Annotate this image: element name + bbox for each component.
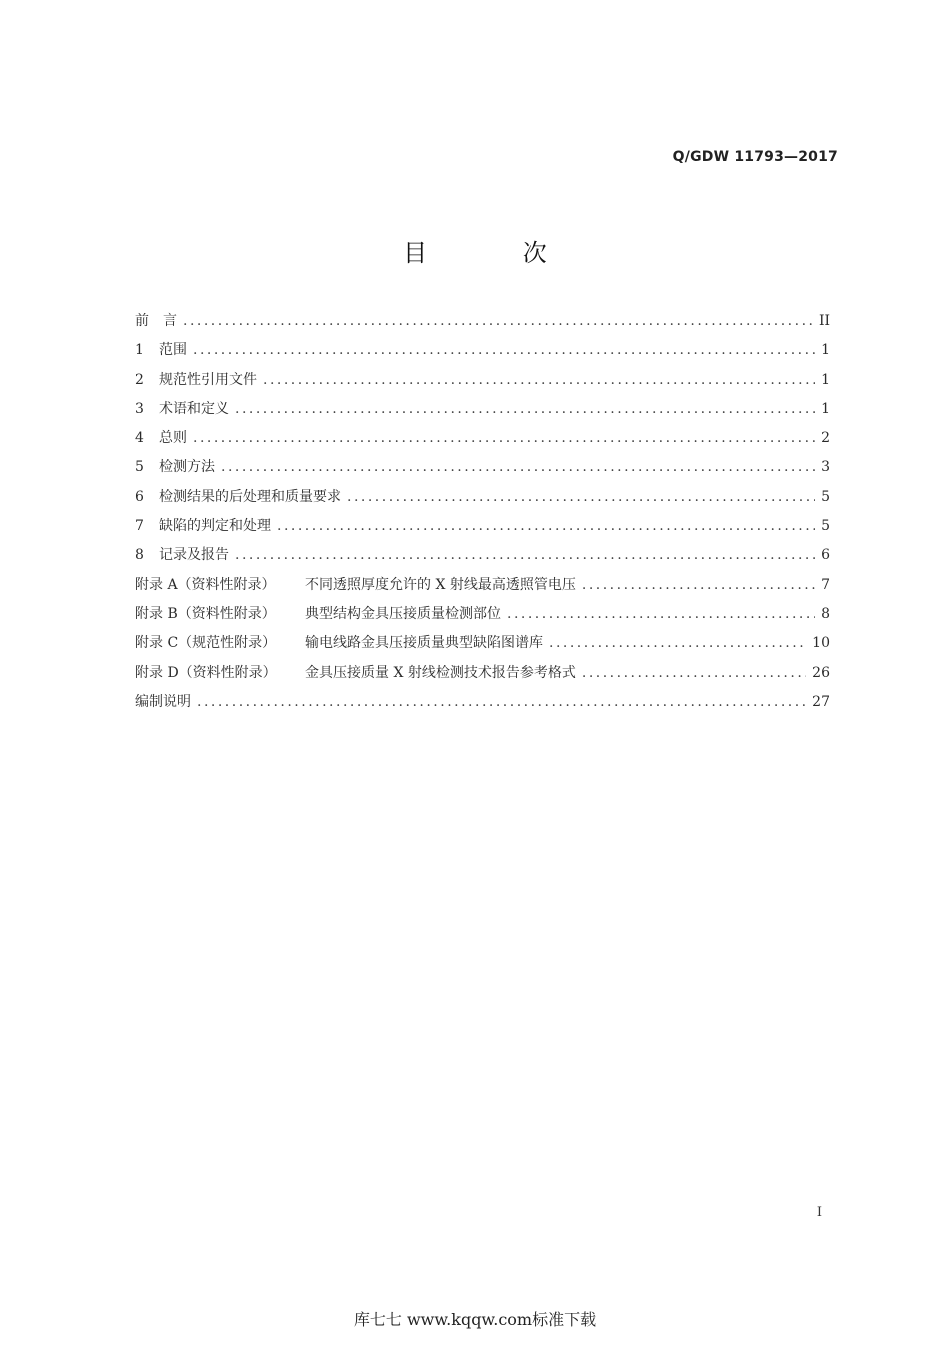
- toc-entry-label: 记录及报告: [159, 547, 229, 564]
- dot-leader: [183, 311, 813, 331]
- dot-leader: [549, 633, 806, 653]
- footer-watermark: 库七七 www.kqqw.com标准下载: [353, 1310, 597, 1329]
- appendix-page: 26: [812, 664, 830, 681]
- toc-entry-label: 总则: [159, 430, 187, 447]
- toc-entry-number: 4: [135, 430, 144, 447]
- dot-leader: [221, 457, 815, 477]
- toc-entry-5[interactable]: [135, 457, 830, 486]
- toc-entry-page: 2: [821, 430, 830, 447]
- dot-leader: [197, 692, 806, 712]
- document-code: Q/GDW 11793—2017: [672, 149, 838, 165]
- appendix-page: 7: [821, 576, 830, 593]
- toc-entry-3[interactable]: [135, 399, 830, 428]
- toc-entry-label: 缺陷的判定和处理: [159, 518, 271, 535]
- appendix-label: 输电线路金具压接质量典型缺陷图谱库: [305, 635, 543, 652]
- toc-entry-1[interactable]: [135, 340, 830, 369]
- toc-entry-number: 3: [135, 400, 144, 417]
- toc-entry-label: 术语和定义: [159, 400, 229, 417]
- appendix-prefix: 附录 A（资料性附录）: [135, 576, 276, 593]
- toc-entry-page: 1: [821, 400, 830, 417]
- toc-entry-6[interactable]: [135, 487, 830, 516]
- toc-entry-page: 6: [821, 547, 830, 564]
- toc-appendix-d[interactable]: [135, 663, 830, 692]
- page-title: 目 次: [403, 239, 591, 267]
- appendix-page: 10: [812, 635, 830, 652]
- toc-entry-explanation[interactable]: [135, 692, 830, 721]
- dot-leader: [347, 487, 815, 507]
- toc-entry-4[interactable]: [135, 428, 830, 457]
- appendix-prefix: 附录 B（资料性附录）: [135, 605, 276, 622]
- toc-entry-number: 5: [135, 459, 144, 476]
- dot-leader: [235, 545, 815, 565]
- toc-entry-preface[interactable]: [135, 311, 830, 340]
- toc-entry-page: 27: [812, 693, 830, 710]
- toc-entry-8[interactable]: [135, 545, 830, 574]
- appendix-label: 典型结构金具压接质量检测部位: [305, 605, 501, 622]
- toc-entry-page: 5: [821, 518, 830, 535]
- appendix-label: 金具压接质量 X 射线检测技术报告参考格式: [305, 664, 576, 681]
- toc-appendix-b[interactable]: [135, 604, 830, 633]
- page-number: I: [816, 1205, 822, 1220]
- toc-entry-label: 编制说明: [135, 693, 191, 710]
- toc-entry-page: 5: [821, 488, 830, 505]
- toc-entry-number: 2: [135, 371, 144, 388]
- appendix-label: 不同透照厚度允许的 X 射线最高透照管电压: [305, 576, 576, 593]
- toc-entry-page: 1: [821, 371, 830, 388]
- dot-leader: [193, 340, 815, 360]
- toc-entry-page: 1: [821, 342, 830, 359]
- toc-entry-number: 7: [135, 518, 144, 535]
- toc-entry-label: 检测结果的后处理和质量要求: [159, 488, 341, 505]
- dot-leader: [193, 428, 815, 448]
- toc-entry-number: 6: [135, 488, 144, 505]
- toc-appendix-a[interactable]: [135, 575, 830, 604]
- table-of-contents: [135, 311, 830, 721]
- dot-leader: [277, 516, 815, 536]
- toc-entry-2[interactable]: [135, 370, 830, 399]
- appendix-prefix: 附录 D（资料性附录）: [135, 664, 277, 681]
- toc-entry-7[interactable]: [135, 516, 830, 545]
- appendix-page: 8: [821, 605, 830, 622]
- toc-entry-label: 规范性引用文件: [159, 371, 257, 388]
- dot-leader: [582, 575, 815, 595]
- appendix-prefix: 附录 C（规范性附录）: [135, 635, 277, 652]
- toc-entry-label: 检测方法: [159, 459, 215, 476]
- toc-entry-page: II: [818, 313, 830, 329]
- toc-entry-number: 1: [135, 342, 144, 359]
- dot-leader: [235, 399, 815, 419]
- dot-leader: [582, 663, 806, 683]
- toc-entry-label: 范围: [159, 342, 187, 359]
- toc-entry-label: 前 言: [135, 313, 177, 329]
- toc-entry-page: 3: [821, 459, 830, 476]
- dot-leader: [507, 604, 815, 624]
- toc-entry-number: 8: [135, 547, 144, 564]
- dot-leader: [263, 370, 815, 390]
- toc-appendix-c[interactable]: [135, 633, 830, 662]
